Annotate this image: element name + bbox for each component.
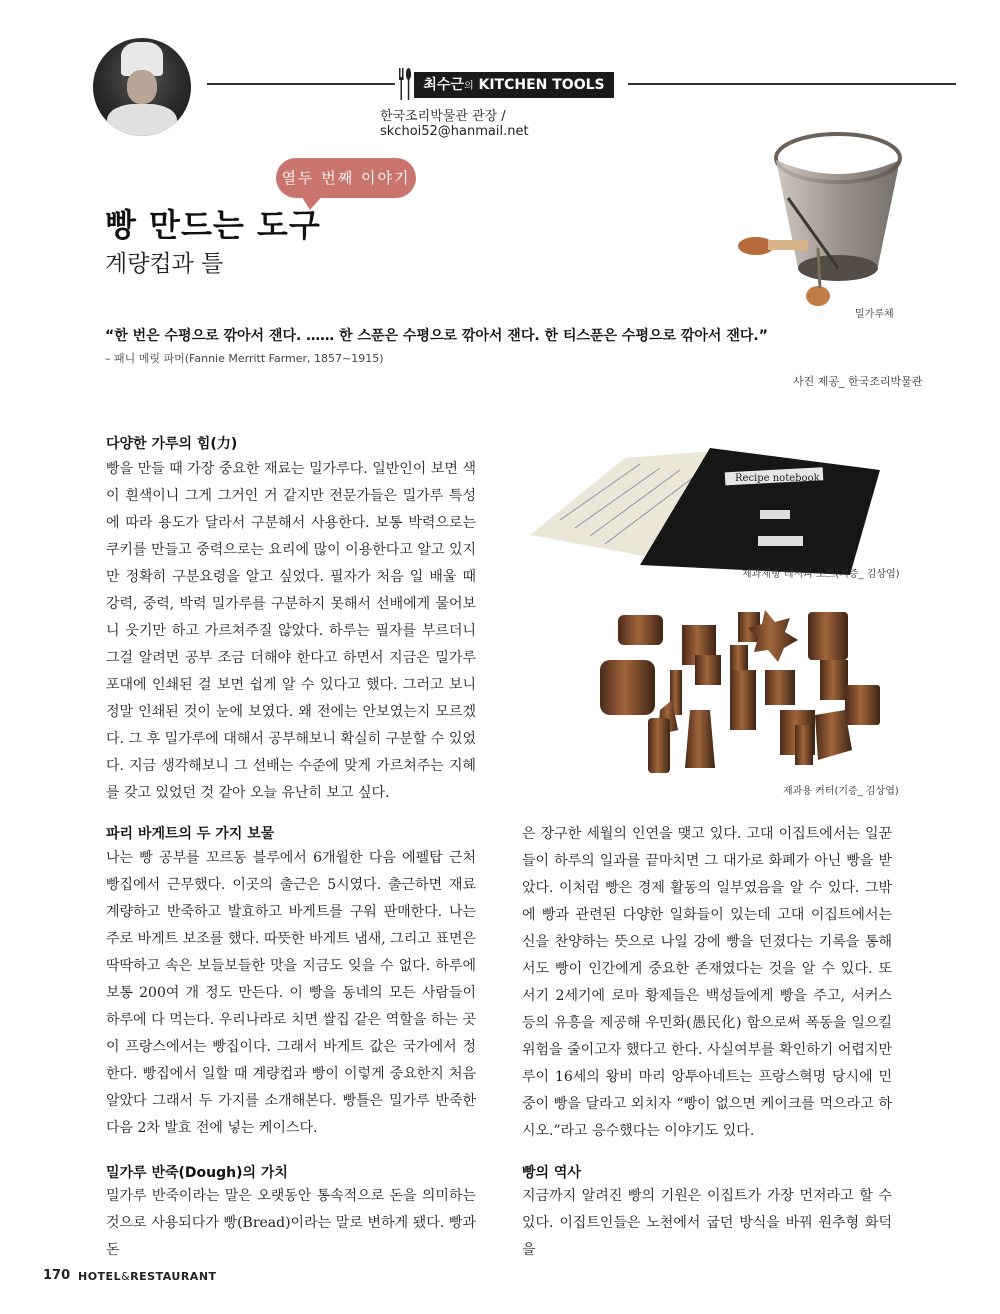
photo-credit: 사진 제공_ 한국조리박물관 — [793, 375, 923, 388]
header-rule-left — [207, 83, 395, 85]
section-text-dough: 밀가루 반죽이라는 말은 오랫동안 통속적으로 돈을 의미하는 것으로 사용되다가 빵(Bread)이라는 말로 변하게 됐다. 빵과 돈 — [106, 1188, 476, 1258]
section-text-flour: 빵을 만들 때 가장 중요한 재료는 밀가루다. 일반인이 보면 색이 흰색이니 그게 그거인 거 같지만 전문가들은 밀가루 특성에 따라 용도가 달라서 구분해서 사용한다. 보통 박력으로는 쿠키를 만들고 중력으로는 요리에 많이 이용한다고 알고 있지만 정확히 구분요령을 알고 싶었다. 필자가 처음 일 배울 때 강력, 중력, 박력 밀가루를 구분하지 못해서 선배에게 물어보니 웃기만 하고 가르쳐주질 않았다. 하루는 필자를 부르더니 그걸 알려면 공부 조금 더해야 한다고 하면서 지금은 밀가루 포대에 인쇄된 걸 보면 쉽게 알 수 있다고 했다. 그러고 보니 정말 인쇄된 것이 눈에 보였다. 왜 전에는 안보였는지 모르겠다. 그 후 밀가루에 대해서 공부해보니 확실히 구분할 수 있었다. 지금 생각해보니 그 선배는 수준에 맞게 가르쳐주는 지혜를 갖고 있었던 것 같아 오늘 유난히 보고 싶다. — [106, 461, 476, 801]
page-number: 170 — [43, 1268, 71, 1283]
column-banner: 최수근의 KITCHEN TOOLS — [414, 72, 614, 98]
sifter-caption: 밀가루체 — [855, 309, 894, 320]
header-rule-right — [628, 83, 956, 85]
article-subtitle: 계량컵과 틀 — [105, 251, 224, 277]
section-heading-flour: 다양한 가루의 힘(力) — [106, 436, 238, 452]
notebook-caption: 제과제빵 레시피 노트(기증_ 김상엽) — [742, 569, 900, 580]
recipe-notebook-photo — [520, 440, 900, 580]
section-text-history-cont: 은 장구한 세월의 인연을 맺고 있다. 고대 이집트에서는 일꾼들이 하루의 일과를 끝마치면 그 대가로 화폐가 아닌 빵을 받았다. 이처럼 빵은 경제 활동의 일부였음을 알 수 있다. 그밖에 빵과 관련된 다양한 일화들이 있는데 고대 이집트에서는 신을 찬양하는 뜻으로 나일 강에 빵을 던졌다는 기록을 통해서도 빵이 인간에게 중요한 존재였다는 것을 알 수 있다. 또 서기 2세기에 로마 황제들은 백성들에게 빵을 주고, 서커스 등의 유흥을 제공해 우민화(愚民化) 함으로써 폭동을 일으킬 위험을 줄이고자 했다고 한다. 사실여부를 확인하기 어렵지만 루이 16세의 왕비 마리 앙투아네트는 프랑스혁명 당시에 민중이 빵을 달라고 외치자 “빵이 없으면 케이크를 먹으라고 하시오.”라고 응수했다는 이야기도 있다. — [522, 826, 892, 1139]
magazine-name: HOTEL&RESTAURANT — [78, 1270, 217, 1283]
episode-bubble: 열두 번째 이야기 — [276, 158, 416, 198]
flour-sifter-photo — [728, 128, 918, 308]
section-text-paris: 나는 빵 공부를 꼬르동 블루에서 6개월한 다음 에펠탑 근처 빵집에서 근무했다. 이곳의 출근은 5시였다. 출근하면 재료 계량하고 반죽하고 발효하고 바게트를 구워 판매한다. 나는 주로 바게트 보조를 했다. 따뜻한 바게트 냄새, 그리고 표면은 딱딱하고 속은 보들보들한 맛을 지금도 잊을 수 없다. 하루에 보통 200여 개 정도 만든다. 이 빵을 동네의 모든 사람들이 하루에 다 먹는다. 우리나라로 치면 쌀집 같은 역할을 하는 곳이 프랑스에서는 빵집이다. 그래서 바게트 값은 국가에서 정한다. 빵집에서 일할 때 계량컵과 빵이 이렇게 중요한지 처음 알았다 그래서 두 가지를 소개해본다. 빵틀은 밀가루 반죽한 다음 2차 발효 전에 넣는 케이스다. — [106, 850, 476, 1136]
section-heading-bread-history: 빵의 역사 — [522, 1165, 581, 1181]
author-photo — [93, 38, 191, 136]
epigraph-quote: “한 번은 수평으로 깎아서 잰다. …… 한 스푼은 수평으로 깎아서 잰다. 한 티스푼은 수평으로 깎아서 잰다.” — [105, 328, 768, 344]
section-heading-paris: 파리 바게트의 두 가지 보물 — [106, 826, 275, 842]
cutters-caption: 제과용 커터(기증_ 김상엽) — [783, 786, 899, 797]
author-affiliation: 한국조리박물관 관장 / skchoi52@hanmail.net — [380, 109, 529, 139]
article-title: 빵 만드는 도구 — [105, 206, 321, 244]
pastry-cutters-photo — [590, 600, 895, 780]
notebook-label: Recipe notebook — [735, 473, 820, 484]
epigraph-source: – 패니 메릿 파머(Fannie Merritt Farmer, 1857~1915) — [105, 352, 384, 365]
section-text-bread-history: 지금까지 알려진 빵의 기원은 이집트가 가장 먼저라고 할 수 있다. 이집트인들은 노천에서 굽던 방식을 바꿔 원추형 화덕을 — [522, 1188, 892, 1258]
fork-spoon-icon — [398, 68, 412, 100]
section-heading-dough: 밀가루 반죽(Dough)의 가치 — [106, 1165, 288, 1181]
